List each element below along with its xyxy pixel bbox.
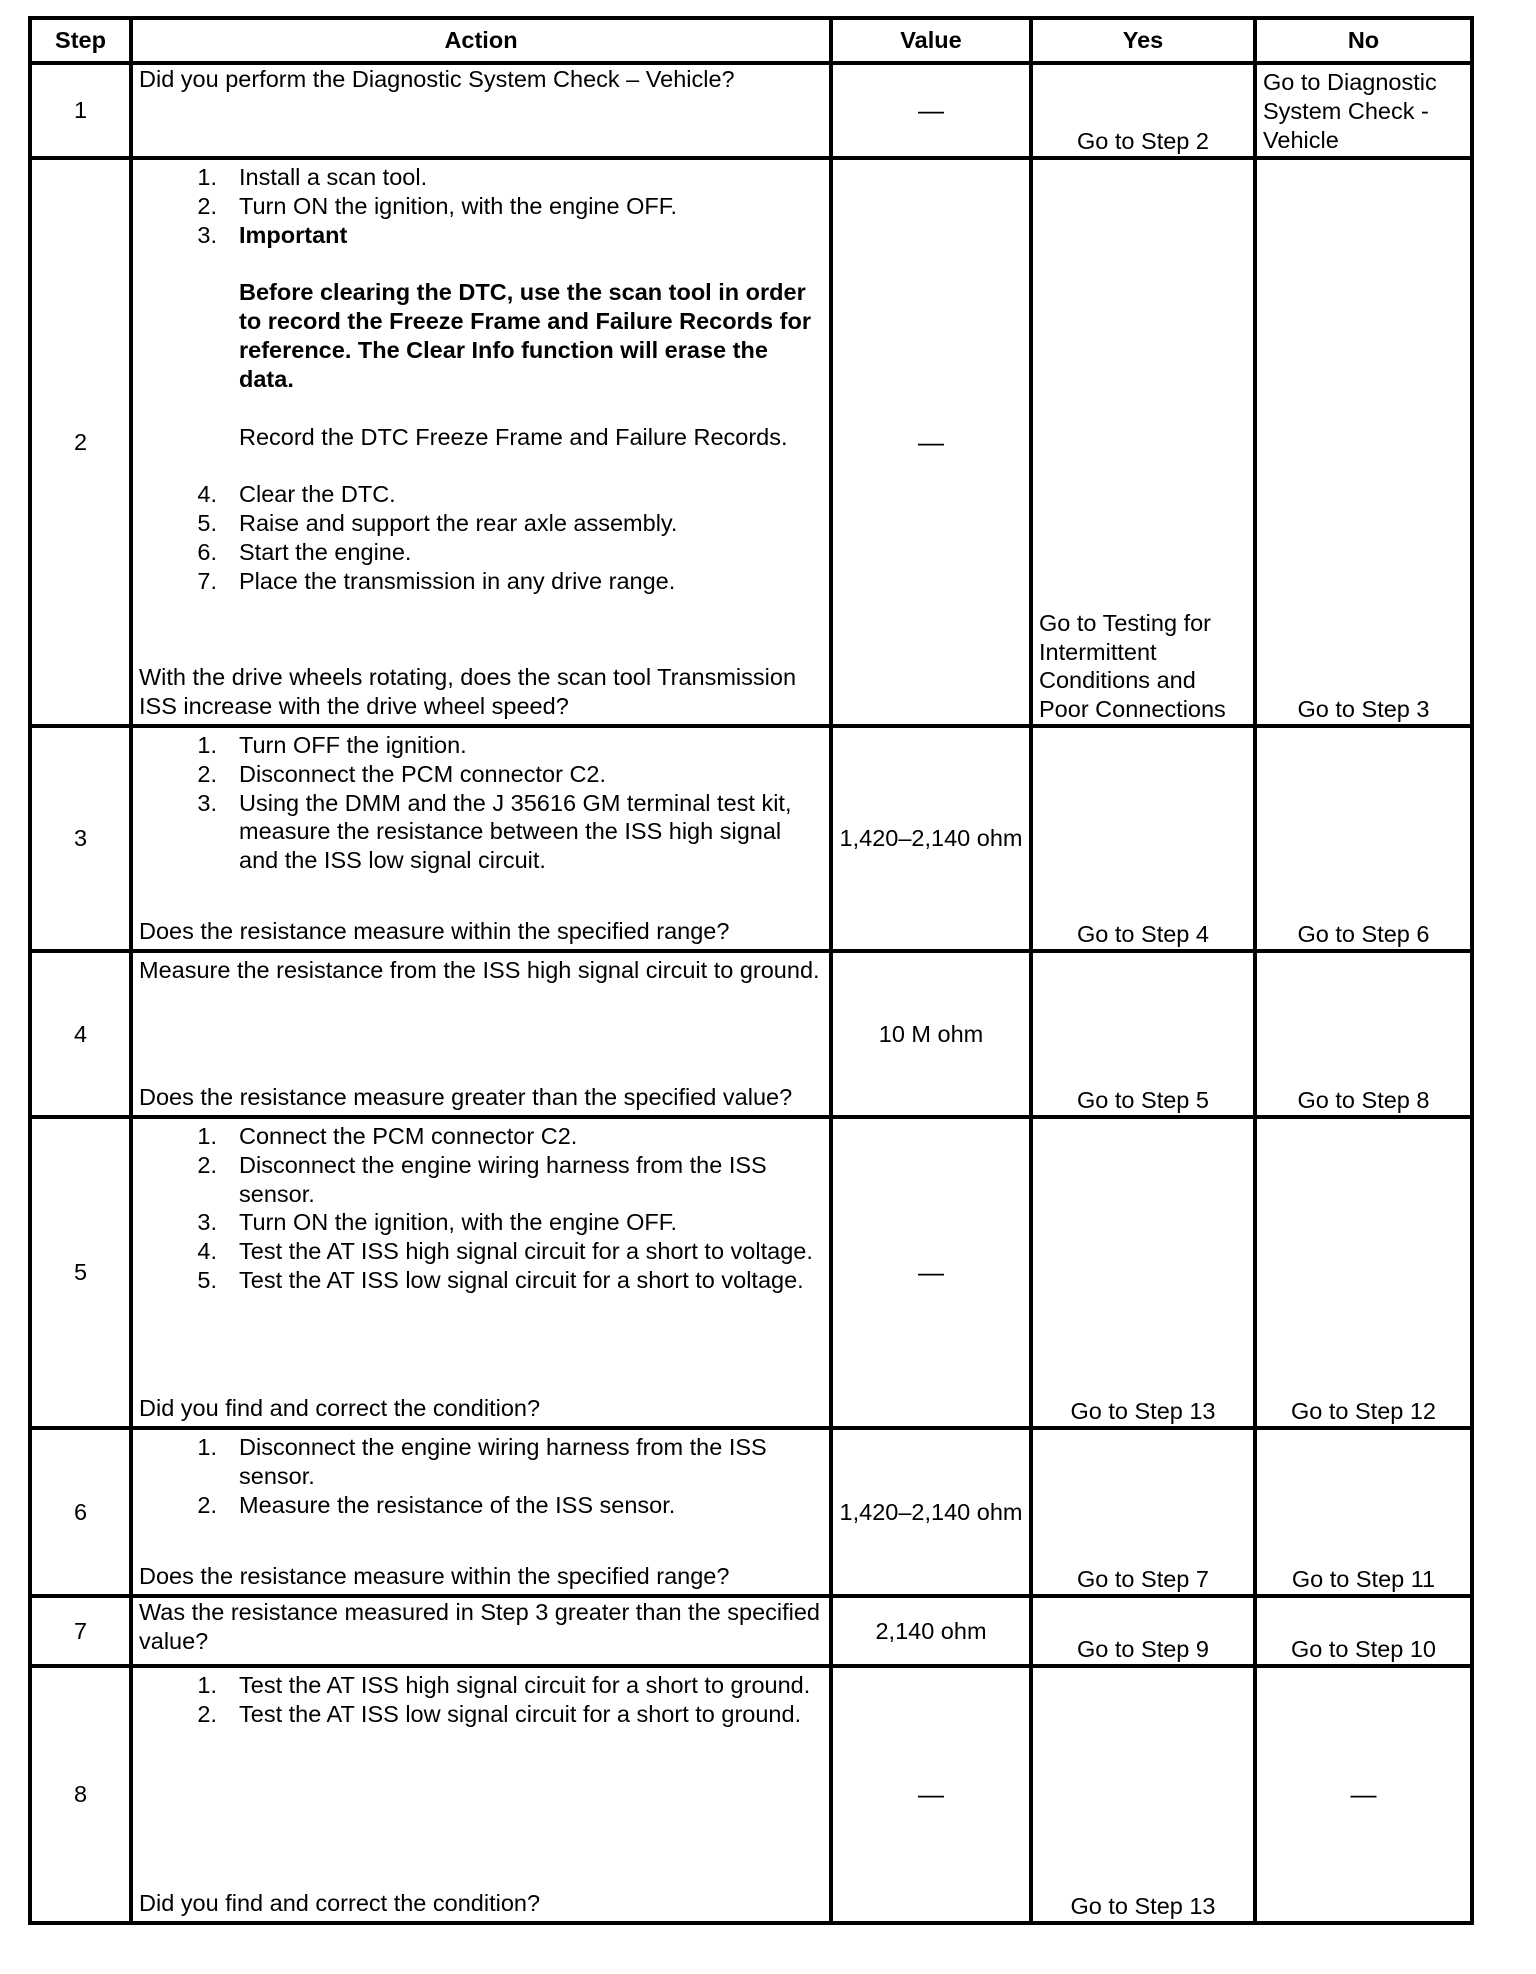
- action-question: Does the resistance measure within the specified range?: [139, 918, 730, 945]
- action-question: Did you find and correct the condition?: [139, 1890, 541, 1917]
- list-item: 1. Turn OFF the ignition.: [197, 732, 467, 758]
- yes-cell: Go to Step 13: [1031, 1117, 1255, 1428]
- table-row: [30, 726, 1472, 951]
- list-item: 1. Test the AT ISS high signal circuit for a short to ground.: [197, 1672, 811, 1698]
- header-no: No: [1255, 18, 1472, 63]
- yes-cell: Go to Step 2: [1031, 63, 1255, 158]
- action-text: Measure the resistance from the ISS high signal circuit to ground.: [139, 957, 820, 983]
- yes-cell: Go to Step 7: [1031, 1428, 1255, 1596]
- action-cell: [131, 63, 831, 158]
- step-number: 3: [30, 726, 131, 951]
- action-cell: [131, 726, 831, 951]
- no-cell: Go to Diagnostic System Check - Vehicle: [1255, 63, 1472, 158]
- no-cell: Go to Step 8: [1255, 951, 1472, 1117]
- action-question: Does the resistance measure within the specified range?: [139, 1563, 730, 1590]
- action-question: Did you find and correct the condition?: [139, 1395, 541, 1422]
- action-cell: [131, 951, 831, 1117]
- value-cell: —: [831, 63, 1031, 158]
- step-number: 4: [30, 951, 131, 1117]
- list-item: 2. Turn ON the ignition, with the engine OFF.: [197, 192, 678, 219]
- procedure-list: [139, 480, 823, 595]
- procedure-list: [139, 1671, 823, 1729]
- no-cell: Go to Step 12: [1255, 1117, 1472, 1428]
- action-cell: [131, 1117, 831, 1428]
- header-step: Step: [30, 18, 131, 63]
- step-number: 5: [30, 1117, 131, 1428]
- header-yes: Yes: [1031, 18, 1255, 63]
- action-question: Was the resistance measured in Step 3 greater than the specified value?: [139, 1599, 821, 1654]
- table-row: [30, 951, 1472, 1117]
- diagnostic-table: [28, 16, 1474, 1925]
- list-item: 1. Install a scan tool.: [197, 164, 428, 190]
- value-cell: —: [831, 1117, 1031, 1428]
- list-item: 5. Raise and support the rear axle assembly.: [197, 510, 678, 537]
- action-question: With the drive wheels rotating, does the scan tool Transmission ISS increase with the drive wheel speed?: [139, 664, 797, 720]
- list-item: 5. Test the AT ISS low signal circuit for a short to voltage.: [197, 1266, 804, 1293]
- value-cell: 1,420–2,140 ohm: [831, 726, 1031, 951]
- table-row: [30, 1666, 1472, 1923]
- table-row: [30, 1428, 1472, 1596]
- yes-cell: Go to Step 5: [1031, 951, 1255, 1117]
- no-cell: —: [1255, 1666, 1472, 1923]
- list-item: 4. Clear the DTC.: [197, 481, 396, 508]
- value-cell: —: [831, 158, 1031, 726]
- list-item: 7. Place the transmission in any drive range.: [197, 567, 676, 594]
- list-item: 3. Using the DMM and the J 35616 GM terminal test kit, measure the resistance between the ISS high signal and the ISS low signal circuit.: [197, 789, 792, 874]
- procedure-list: [139, 731, 823, 875]
- action-cell: [131, 158, 831, 726]
- step-number: 2: [30, 158, 131, 726]
- procedure-list: [139, 1433, 823, 1519]
- yes-cell: Go to Testing for Intermittent Conditions and Poor Connections: [1031, 158, 1255, 726]
- no-cell: Go to Step 6: [1255, 726, 1472, 951]
- header-row: [30, 18, 1472, 63]
- step-number: 8: [30, 1666, 131, 1923]
- step-number: 6: [30, 1428, 131, 1596]
- table-row: [30, 1596, 1472, 1666]
- step-number: 1: [30, 63, 131, 158]
- yes-cell: Go to Step 4: [1031, 726, 1255, 951]
- no-cell: Go to Step 3: [1255, 158, 1472, 726]
- action-cell: [131, 1666, 831, 1923]
- header-action: Action: [131, 18, 831, 63]
- header-value: Value: [831, 18, 1031, 63]
- important-note: Before clearing the DTC, use the scan tool in order to record the Freeze Frame and Failure Records for reference. The Clear Info function will erase the data.: [239, 279, 811, 392]
- list-item: 1. Connect the PCM connector C2.: [197, 1123, 578, 1149]
- list-item: 2. Measure the resistance of the ISS sensor.: [197, 1491, 676, 1518]
- yes-cell: Go to Step 9: [1031, 1596, 1255, 1666]
- list-item: 2. Test the AT ISS low signal circuit for a short to ground.: [197, 1700, 802, 1727]
- action-cell: [131, 1596, 831, 1666]
- value-cell: 2,140 ohm: [831, 1596, 1031, 1666]
- action-cell: [131, 1428, 831, 1596]
- table-row: [30, 1117, 1472, 1428]
- value-cell: 1,420–2,140 ohm: [831, 1428, 1031, 1596]
- procedure-list: [139, 163, 823, 249]
- list-item: 6. Start the engine.: [197, 538, 412, 565]
- table-row: [30, 63, 1472, 158]
- list-item: 2. Disconnect the engine wiring harness from the ISS sensor.: [197, 1151, 767, 1207]
- action-question: Did you perform the Diagnostic System Check – Vehicle?: [139, 66, 735, 92]
- value-cell: —: [831, 1666, 1031, 1923]
- list-item: 3. Important: [197, 221, 348, 248]
- action-question: Does the resistance measure greater than the specified value?: [139, 1084, 793, 1111]
- table-row: [30, 158, 1472, 726]
- list-item: 1. Disconnect the engine wiring harness from the ISS sensor.: [197, 1434, 767, 1489]
- no-cell: Go to Step 10: [1255, 1596, 1472, 1666]
- value-cell: 10 M ohm: [831, 951, 1031, 1117]
- record-note: Record the DTC Freeze Frame and Failure Records.: [239, 423, 788, 450]
- yes-cell: Go to Step 13: [1031, 1666, 1255, 1923]
- no-cell: Go to Step 11: [1255, 1428, 1472, 1596]
- list-item: 4. Test the AT ISS high signal circuit for a short to voltage.: [197, 1238, 813, 1265]
- list-item: 3. Turn ON the ignition, with the engine OFF.: [197, 1209, 678, 1236]
- list-item: 2. Disconnect the PCM connector C2.: [197, 760, 607, 787]
- procedure-list: [139, 1122, 823, 1295]
- step-number: 7: [30, 1596, 131, 1666]
